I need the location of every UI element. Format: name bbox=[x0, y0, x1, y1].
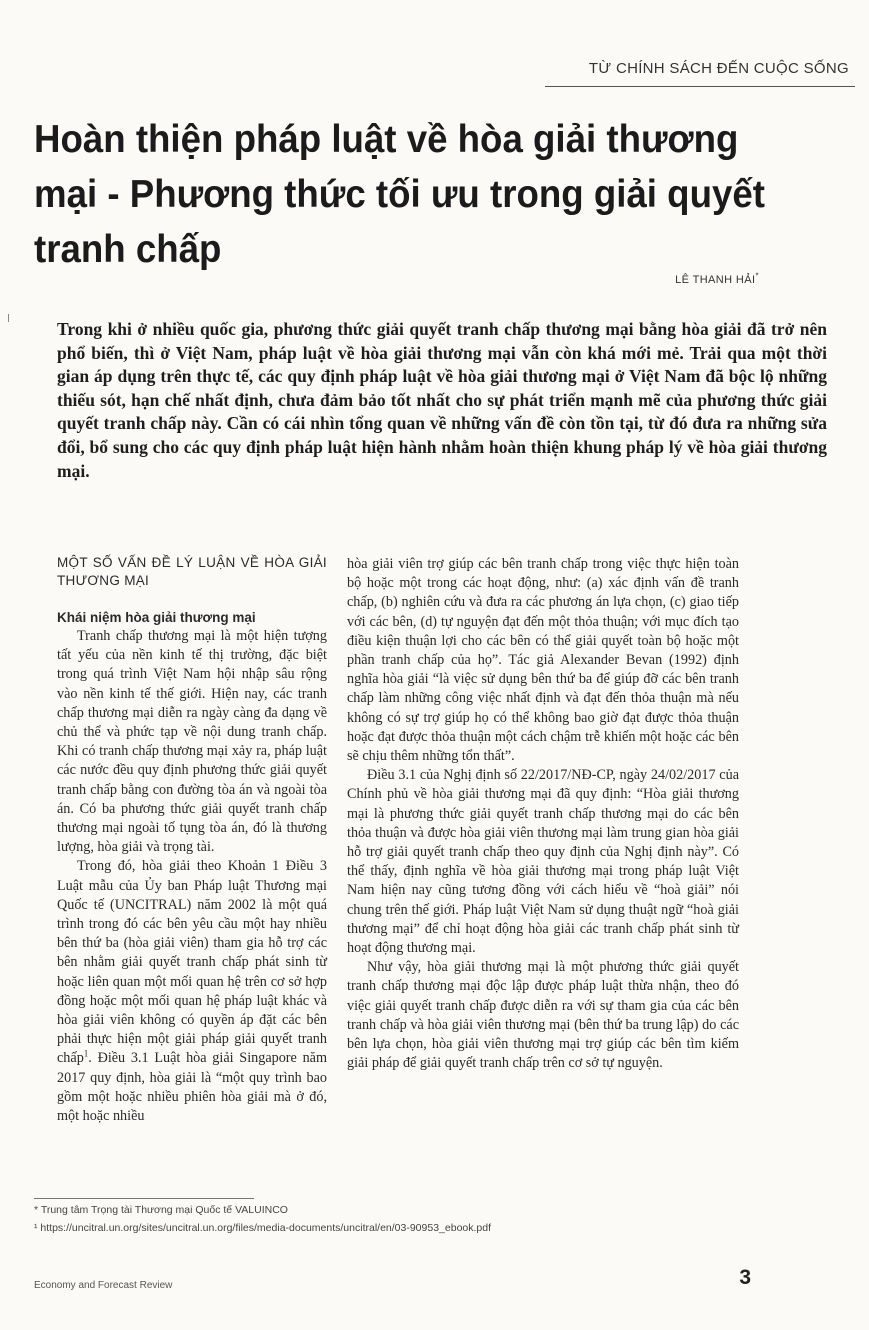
footnote-author: * Trung tâm Trọng tài Thương mại Quốc tế VALUINCO bbox=[34, 1204, 288, 1216]
page-number: 3 bbox=[739, 1266, 751, 1289]
footnote-ref: 1 bbox=[83, 1048, 89, 1059]
footnote-1: ¹ https://uncitral.un.org/sites/uncitral.un.org/files/media-documents/uncitral/en/03-90953_ebook.pdf bbox=[34, 1222, 492, 1234]
author-byline bbox=[675, 271, 759, 286]
paragraph: hòa giải viên trợ giúp các bên tranh chấp trong việc thực hiện toàn bộ hoặc một trong các hoạt động, như: (a) xác định vấn đề tranh chấp, (b) nghiên cứu và đưa ra các phương án lựa chọn, (c) giao tiếp với các bên, (d) tự nguyện đạt đến một thỏa thuận; với mục đích tạo điều kiện thuận lợi cho các bên có thể giải quyết toàn bộ hoặc một phần tranh chấp của họ”. Tác giả Alexander Bevan (1992) định nghĩa hòa giải “là việc sử dụng bên thứ ba để giúp đỡ các bên tranh chấp làm những công việc nhất định và đạt đến thỏa thuận mà nếu không có sự trợ giúp họ có thể không bao giờ đạt được thỏa thuận hoặc đạt được thỏa thuận một cách chậm trễ khiến một hoặc các bên sẽ chịu thêm những tổn thất”. bbox=[347, 556, 739, 765]
footnote-rule bbox=[34, 1198, 254, 1199]
section-label: TỪ CHÍNH SÁCH ĐẾN CUỘC SỐNG bbox=[588, 60, 849, 77]
paragraph: Điều 3.1 của Nghị định số 22/2017/NĐ-CP, ngày 24/02/2017 của Chính phủ về hòa giải thương mại đã quy định: “Hòa giải thương mại là phương thức giải quyết tranh chấp thương mại do các bên thỏa thuận và được hòa giải viên thương mại làm trung gian hòa giải hỗ trợ giải quyết tranh chấp theo quy định của Nghị định này”. Có thể thấy, định nghĩa về hòa giải thương mại trong pháp luật Việt Nam hiện nay cũng tương đồng với cách hiểu về “hoà giải” nói chung trên thế giới. Pháp luật Việt Nam sử dụng thuật ngữ “hoà giải thương mại” để chỉ hoạt động hòa giải các tranh chấp phát sinh từ hoạt động thương mại. bbox=[347, 767, 739, 957]
right-column bbox=[347, 555, 739, 1073]
author-name: LÊ THANH HẢI bbox=[675, 274, 756, 286]
section-heading: MỘT SỐ VẤN ĐỀ LÝ LUẬN VỀ HÒA GIẢI THƯƠNG MẠI bbox=[57, 555, 327, 588]
subheading: Khái niệm hòa giải thương mại bbox=[57, 610, 256, 625]
journal-name: Economy and Forecast Review bbox=[34, 1280, 173, 1291]
paragraph-text: . Điều 3.1 Luật hòa giải Singapore năm 2017 quy định, hòa giải là “một quy trình bao gồm một hoặc nhiều phiên hòa giải mà ở đó, một hoặc nhiều bbox=[57, 1050, 327, 1125]
abstract: Trong khi ở nhiều quốc gia, phương thức giải quyết tranh chấp thương mại bằng hòa giải đã trở nên phổ biến, thì ở Việt Nam, pháp luật về hòa giải thương mại vẫn còn khá mới mẻ. Trải qua một thời gian áp dụng trên thực tế, các quy định pháp luật về hòa giải thương mại ở Việt Nam đã bộc lộ những thiếu sót, hạn chế nhất định, chưa đảm bảo tốt nhất cho sự phát triển mạnh mẽ của phương thức giải quyết tranh chấp này. Cần có cái nhìn tổng quan về những vấn đề còn tồn tại, từ đó đưa ra những sửa đổi, bổ sung cho các quy định pháp luật hiện hành nhằm hoàn thiện khung pháp lý về hòa giải thương mại. bbox=[57, 319, 827, 481]
paragraph-text: Trong đó, hòa giải theo Khoản 1 Điều 3 Luật mẫu của Ủy ban Pháp luật Thương mại Quốc tế (UNCITRAL) năm 2002 là một quá trình trong đó các bên yêu cầu một hay nhiều bên thứ ba (hòa giải viên) tham gia hỗ trợ các bên nhằm giải quyết tranh chấp phát sinh từ hoặc liên quan một mối quan hệ trên cơ sở hợp đồng hoặc một mối quan hệ pháp luật khác và hòa giải viên không có quyền áp đặt các bên phải thực hiện một giải pháp giải quyết tranh chấp bbox=[57, 858, 327, 1067]
paragraph: Như vậy, hòa giải thương mại là một phương thức giải quyết tranh chấp thương mại độc lập được pháp luật thừa nhận, theo đó việc giải quyết tranh chấp được diễn ra với sự tham gia của các bên tranh chấp và hòa giải viên thương mại (bên thứ ba trung lập) do các bên lựa chọn, hòa giải viên thương mại trợ giúp các bên tìm kiếm giải pháp để giải quyết tranh chấp trên cơ sở tự nguyện. bbox=[347, 959, 739, 1072]
left-column bbox=[57, 554, 327, 1126]
author-footnote-mark: * bbox=[755, 271, 759, 281]
paragraph bbox=[57, 857, 327, 1126]
article-title: Hoàn thiện pháp luật về hòa giải thương mại - Phương thức tối ưu trong giải quyết tranh chấp bbox=[34, 118, 765, 271]
margin-mark bbox=[8, 314, 9, 322]
header-rule bbox=[545, 86, 855, 87]
paragraph: Tranh chấp thương mại là một hiện tượng tất yếu của nền kinh tế thị trường, đặc biệt trong quá trình Việt Nam hội nhập sâu rộng vào nền kinh tế thế giới. Hiện nay, các tranh chấp thương mại diễn ra ngày càng đa dạng về chủ thể và phức tạp về nội dung tranh chấp. Khi có tranh chấp thương mại xảy ra, pháp luật các nước đều quy định phương thức giải quyết tranh chấp bằng con đường tòa án và ngoài tòa án. Có ba phương thức giải quyết tranh chấp thương mại ngoài tố tụng tòa án, đó là thương lượng, hòa giải và trọng tài. bbox=[57, 628, 327, 856]
